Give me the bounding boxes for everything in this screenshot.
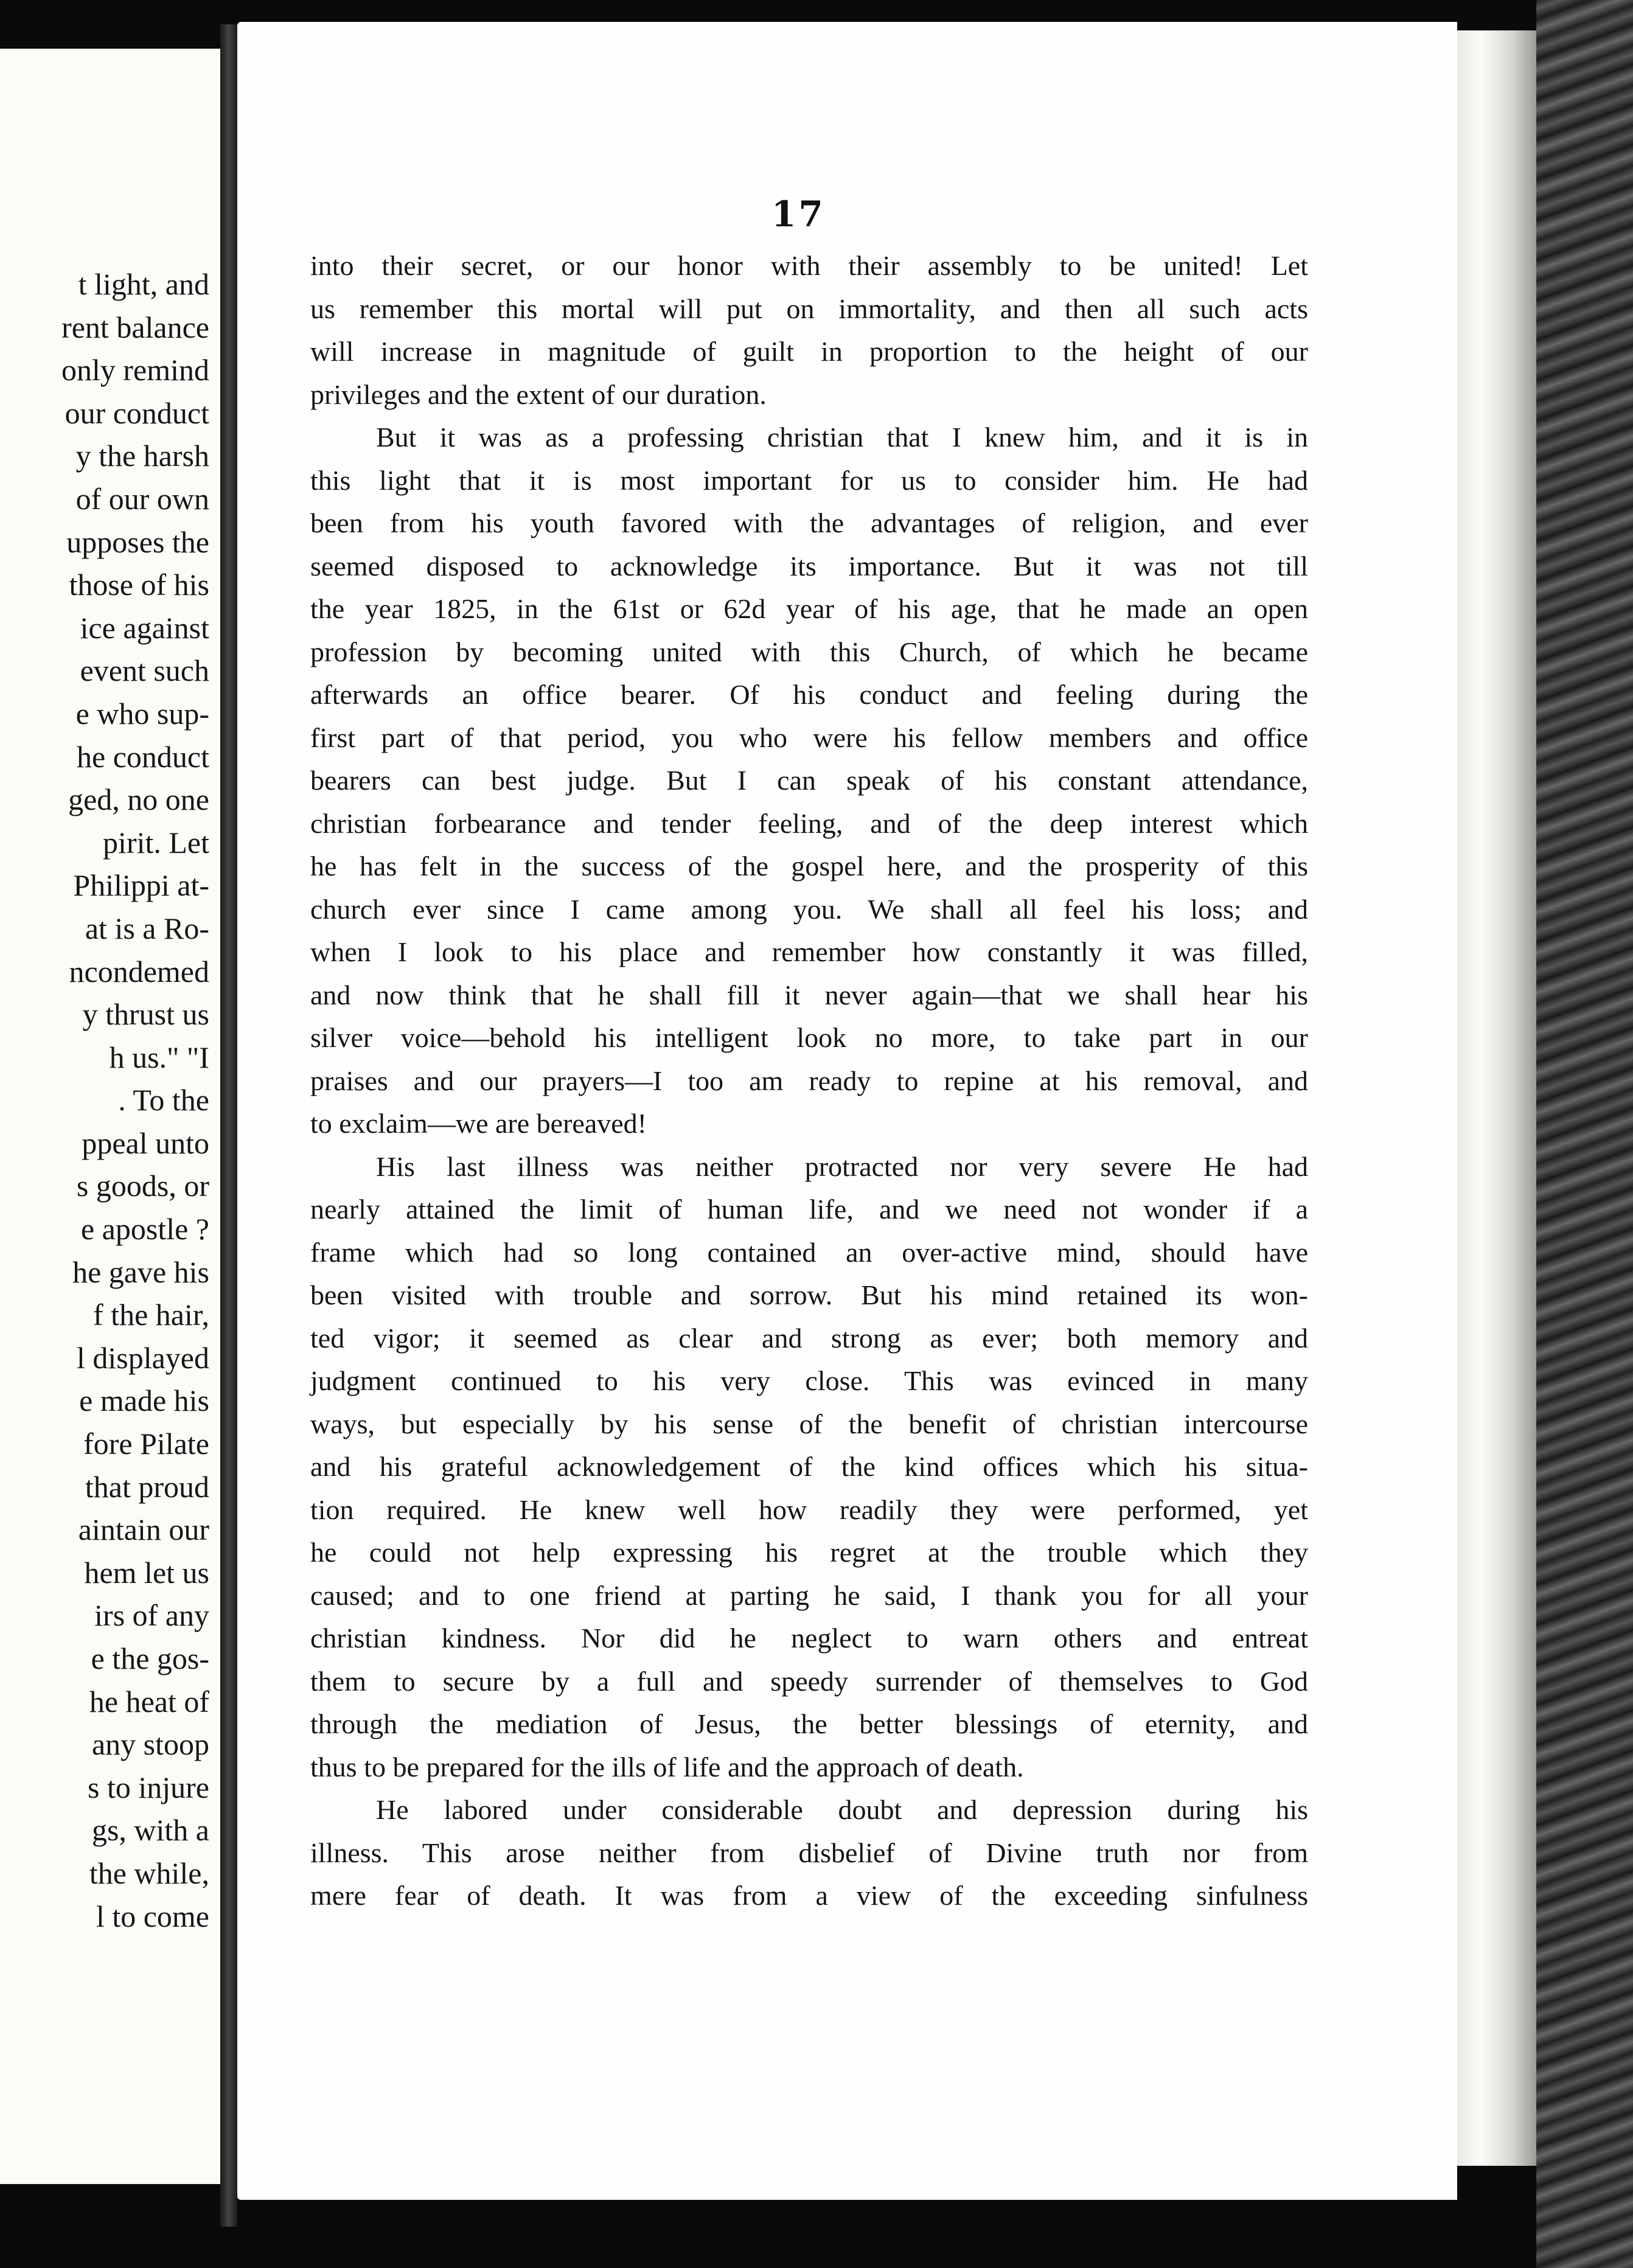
text-line: His last illness was neither protracted nor very severe He had — [376, 1150, 1308, 1182]
previous-page-line: y the harsh — [75, 439, 209, 473]
text-line: first part of that period, you who were his fellow members and office — [310, 722, 1308, 753]
previous-page-line: e apostle ? — [80, 1212, 209, 1247]
text-line: to exclaim—we are bereaved! — [310, 1108, 647, 1139]
previous-page-line: rent balance — [61, 310, 209, 344]
text-line: profession by becoming united with this Church, of which he became — [310, 636, 1308, 667]
previous-page-line: pirit. Let — [103, 825, 209, 860]
previous-page-line: irs of any — [94, 1598, 209, 1633]
text-line: church ever since I came among you. We shall all feel his loss; and — [310, 893, 1308, 925]
marbled-cover-edge — [1536, 0, 1633, 2268]
text-line: us remember this mortal will put on immortality, and then all such acts — [310, 293, 1308, 324]
text-line: praises and our prayers—I too am ready to repine at his removal, and — [310, 1065, 1308, 1096]
text-line: afterwards an office bearer. Of his conduct and feeling during the — [310, 679, 1308, 710]
previous-page-line: only remind — [61, 353, 209, 388]
previous-page-line: ncondemed — [69, 954, 209, 989]
text-line: he has felt in the success of the gospel here, and the prosperity of this — [310, 850, 1308, 882]
text-line: and now think that he shall fill it never again—that we shall hear his — [310, 979, 1308, 1011]
previous-page-line: e who sup- — [75, 696, 209, 731]
previous-page-fragment — [0, 49, 220, 2184]
page-edge-stack — [1457, 30, 1536, 2166]
previous-page-line: hem let us — [84, 1555, 209, 1590]
text-line: But it was as a professing christian that I knew him, and it is in — [376, 422, 1308, 453]
text-line: thus to be prepared for the ills of life and the approach of death. — [310, 1751, 1024, 1783]
text-line: christian kindness. Nor did he neglect to warn others and entreat — [310, 1623, 1308, 1654]
text-line: caused; and to one friend at parting he said, I thank you for all your — [310, 1579, 1308, 1611]
text-line: will increase in magnitude of guilt in proportion to the height of our — [310, 336, 1308, 367]
previous-page-line: aintain our — [78, 1512, 209, 1547]
text-line: bearers can best judge. But I can speak of his constant attendance, — [310, 765, 1308, 796]
text-line: silver voice—behold his intelligent look no more, to take part in our — [310, 1022, 1308, 1053]
text-line: tion required. He knew well how readily they were performed, yet — [310, 1494, 1308, 1525]
book-gutter — [220, 24, 237, 2227]
text-line: through the mediation of Jesus, the better blessings of eternity, and — [310, 1708, 1308, 1739]
text-line: He labored under considerable doubt and depression during his — [376, 1794, 1308, 1825]
previous-page-line: l to come — [96, 1899, 209, 1933]
previous-page-line: t light, and — [78, 267, 209, 301]
previous-page-line: that proud — [85, 1469, 209, 1504]
previous-page-line: he conduct — [77, 739, 209, 774]
previous-page-line: at is a Ro- — [85, 911, 209, 945]
previous-page-line: fore Pilate — [83, 1427, 209, 1461]
previous-page-line: event such — [80, 653, 209, 688]
text-line: and his grateful acknowledgement of the kind offices which his situa- — [310, 1451, 1308, 1482]
previous-page-line: ice against — [80, 610, 209, 645]
text-line: into their secret, or our honor with their assembly to be united! Let — [310, 250, 1308, 281]
previous-page-line: any stoop — [91, 1727, 209, 1762]
previous-page-line: . To the — [118, 1083, 209, 1118]
text-line: been from his youth favored with the advantages of religion, and ever — [310, 507, 1308, 538]
text-line: the year 1825, in the 61st or 62d year of his age, that he made an open — [310, 593, 1308, 624]
previous-page-line: he gave his — [72, 1254, 209, 1289]
text-line: illness. This arose neither from disbelief of Divine truth nor from — [310, 1837, 1308, 1868]
previous-page-line: s to injure — [88, 1770, 209, 1804]
previous-page-line: h us." "I — [109, 1040, 209, 1074]
previous-page-line: of our own — [75, 481, 209, 516]
text-line: christian forbearance and tender feeling, and of the deep interest which — [310, 807, 1308, 839]
text-line: seemed disposed to acknowledge its importance. But it was not till — [310, 550, 1308, 582]
previous-page-line: he heat of — [89, 1684, 209, 1719]
text-line: privileges and the extent of our duration. — [310, 378, 767, 410]
previous-page-line: our conduct — [64, 395, 209, 430]
text-line: nearly attained the limit of human life, and we need not wonder if a — [310, 1194, 1308, 1225]
previous-page-line: upposes the — [66, 524, 209, 559]
text-line: this light that it is most important for us to consider him. He had — [310, 464, 1308, 496]
previous-page-line: ppeal unto — [82, 1125, 209, 1160]
previous-page-line: e made his — [79, 1383, 209, 1418]
previous-page-line: ged, no one — [68, 782, 209, 817]
text-line: ways, but especially by his sense of the benefit of christian intercourse — [310, 1408, 1308, 1439]
body-text — [310, 245, 1308, 1918]
previous-page-line: gs, with a — [91, 1813, 209, 1848]
previous-page-line: those of his — [69, 568, 209, 602]
text-line: ted vigor; it seemed as clear and strong as ever; both memory and — [310, 1322, 1308, 1354]
previous-page-line: e the gos- — [91, 1641, 209, 1675]
text-line: them to secure by a full and speedy surrender of themselves to God — [310, 1665, 1308, 1697]
text-line: judgment continued to his very close. This was evinced in many — [310, 1365, 1308, 1396]
previous-page-line: y thrust us — [82, 997, 209, 1032]
text-line: he could not help expressing his regret at the trouble which they — [310, 1537, 1308, 1568]
text-line: frame which had so long contained an over-active mind, should have — [310, 1236, 1308, 1268]
previous-page-line: l displayed — [76, 1340, 209, 1375]
text-line: been visited with trouble and sorrow. But his mind retained its won- — [310, 1279, 1308, 1310]
text-line: mere fear of death. It was from a view of the exceeding sinfulness — [310, 1880, 1308, 1911]
previous-page-line: s goods, or — [76, 1169, 209, 1203]
previous-page-line: f the hair, — [93, 1298, 209, 1332]
text-line: when I look to his place and remember how constantly it was filled, — [310, 936, 1308, 967]
previous-page-text — [61, 263, 209, 1938]
previous-page-line: the while, — [89, 1856, 209, 1890]
previous-page-line: Philippi at- — [73, 868, 209, 903]
page-number: 17 — [771, 193, 826, 235]
